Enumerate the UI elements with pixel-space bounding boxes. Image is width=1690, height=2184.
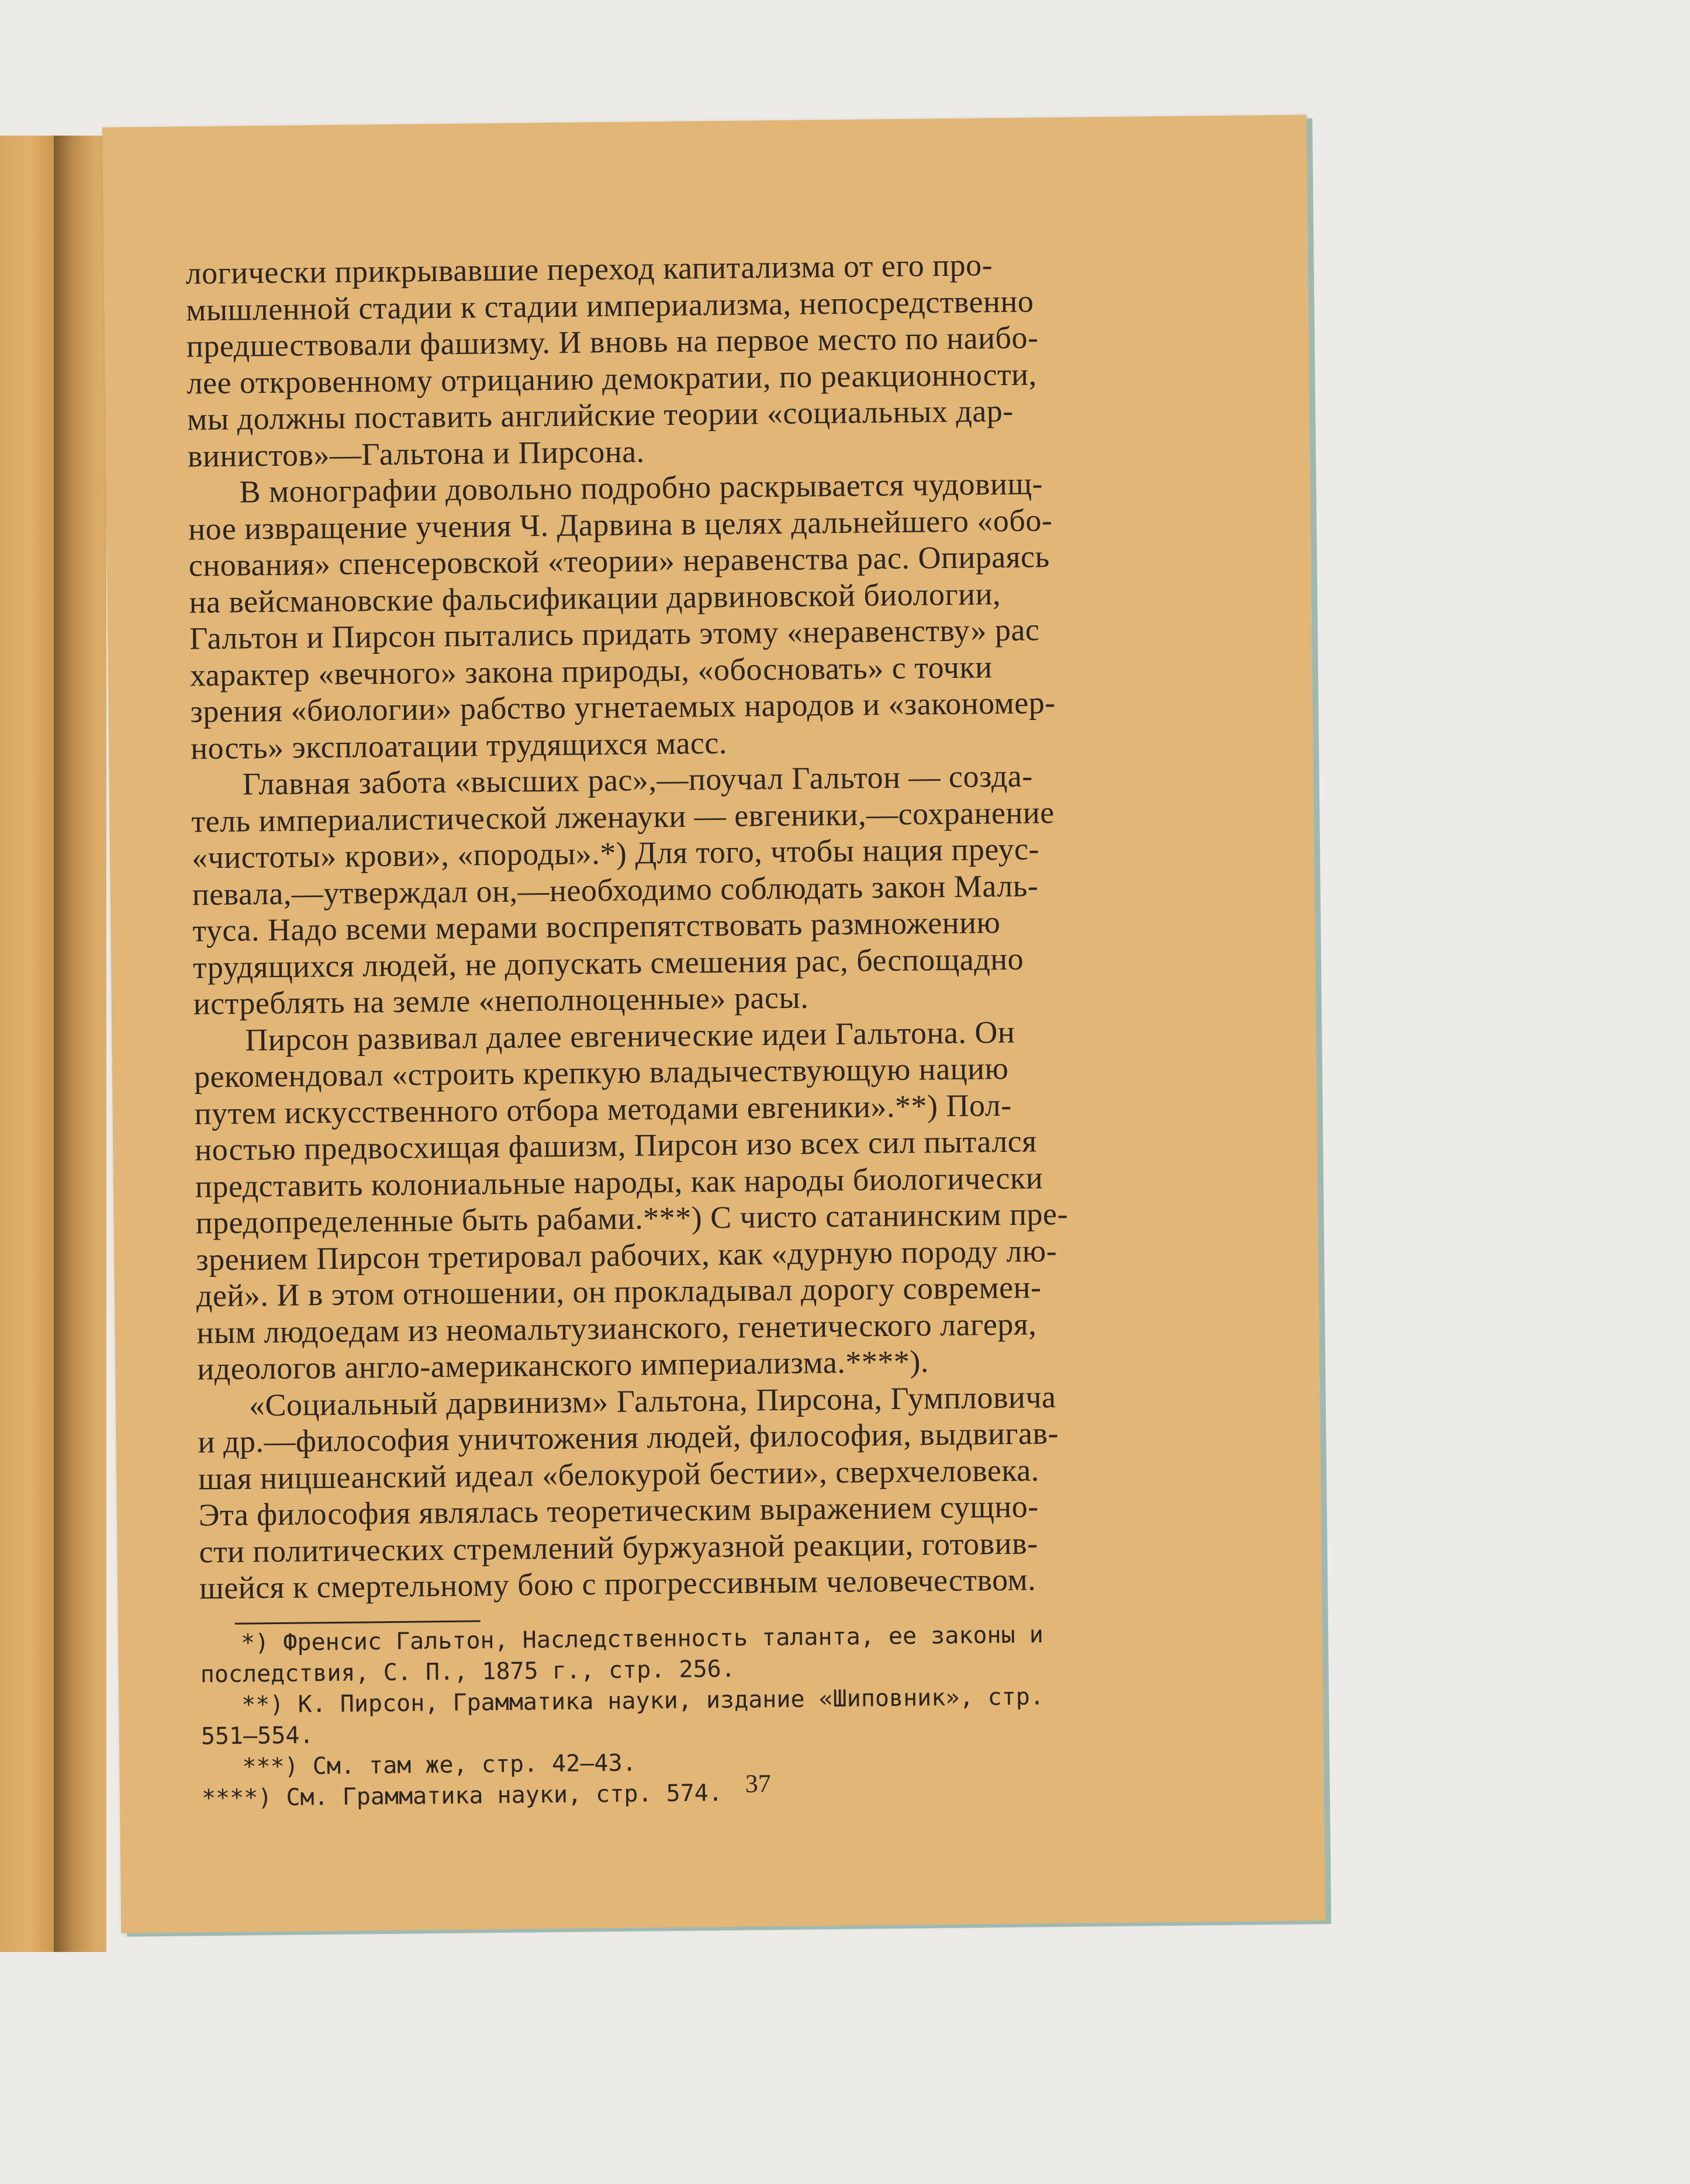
text-line: певала,—утверждал он,—необходимо соблюдать закон Маль- xyxy=(192,867,1039,912)
book-spine xyxy=(54,136,106,1952)
text-line: трудящихся людей, не допускать смешения рас, беспощадно xyxy=(192,941,1024,985)
text-line: идеологов англо-американского империализма.****). xyxy=(196,1344,929,1387)
text-line: ное извращение учения Ч. Дарвина в целях дальнейшего «обо- xyxy=(188,502,1053,546)
text-line: Главная забота «высших рас»,—поучал Гальтон — созда- xyxy=(242,758,1034,802)
text-line: представить колониальные народы, как народы биологически xyxy=(195,1160,1043,1204)
text-line: Пирсон развивал далее евгенические идеи Гальтона. Он xyxy=(245,1014,1015,1058)
footnote-rule xyxy=(235,1620,481,1624)
text-line: «Социальный дарвинизм» Гальтона, Пирсона, Гумпловича xyxy=(248,1379,1056,1422)
text-line: Гальтон и Пирсон пытались придать этому «неравенству» рас xyxy=(189,612,1040,656)
text-line: зрения «биологии» рабство угнетаемых народов и «закономер- xyxy=(190,684,1056,729)
text-line: винистов»—Гальтона и Пирсона. xyxy=(187,433,645,474)
text-line: путем искусственного отбора методами евгеники».**) Пол- xyxy=(194,1087,1012,1131)
text-line: характер «вечного» закона природы, «обосновать» с точки xyxy=(189,649,993,693)
text-line: снования» спенсеровской «теории» неравенства рас. Опираясь xyxy=(188,539,1050,583)
footnote-line: последствия, С. П., 1875 г., стр. 256. xyxy=(200,1655,736,1688)
text-line: рекомендовал «строить крепкую владычествующую нацию xyxy=(193,1050,1009,1095)
text-line: лее откровенному отрицанию демократии, по реакционности, xyxy=(186,356,1037,401)
footnote-line: 551—554. xyxy=(201,1721,314,1750)
footnote-line: **) К. Пирсон, Грамматика науки, издание «Шиповник», стр. xyxy=(241,1683,1045,1719)
footnote-line: *) Френсис Гальтон, Наследственность таланта, ее законы и xyxy=(240,1621,1044,1657)
text-line: ностью предвосхищая фашизм, Пирсон изо всех сил пытался xyxy=(195,1123,1037,1168)
text-line: туса. Надо всеми мерами воспрепятствовать размножению xyxy=(192,904,1001,949)
text-line: ность» эксплоатации трудящихся масс. xyxy=(190,725,728,766)
text-line: «чистоты» крови», «породы».*) Для того, чтобы нация преус- xyxy=(191,831,1040,875)
left-page-fragment xyxy=(0,136,54,1952)
footnote-line: ****) См. Грамматика науки, стр. 574. xyxy=(201,1779,723,1812)
text-line: В монографии довольно подробно раскрывается чудовищ- xyxy=(239,466,1043,510)
text-line: сти политических стремлений буржуазной реакции, готовив- xyxy=(199,1525,1038,1569)
text-line: на вейсмановские фальсификации дарвиновской биологии, xyxy=(189,576,1001,619)
book-page xyxy=(102,115,1325,1933)
text-line: дей». И в этом отношении, он прокладывал дорогу современ- xyxy=(196,1269,1042,1314)
text-line: мышленной стадии к стадии империализма, непосредственно xyxy=(185,283,1034,328)
footnote-line: ***) См. там же, стр. 42—43. xyxy=(242,1749,637,1781)
body-text xyxy=(185,245,1198,1814)
text-line: и др.—философия уничтожения людей, философия, выдвигав- xyxy=(198,1415,1059,1460)
text-line: мы должны поставить английские теории «социальных дар- xyxy=(186,393,1014,437)
text-line: тель империалистической лженауки — евгеники,—сохранение xyxy=(191,794,1055,839)
text-line: зрением Пирсон третировал рабочих, как «дурную породу лю- xyxy=(195,1233,1057,1277)
text-line: истреблять на земле «неполноценные» расы. xyxy=(193,979,809,1022)
text-line: шая ницшеанский идеал «белокурой бестии», сверхчеловека. xyxy=(198,1452,1040,1496)
text-line: ным людоедам из неомальтузианского, генетического лагеря, xyxy=(196,1306,1037,1350)
text-line: логически прикрывавшие переход капитализма от его про- xyxy=(185,247,993,291)
text-line: Эта философия являлась теоретическим выражением сущно- xyxy=(198,1489,1039,1533)
text-line: предшествовали фашизму. И вновь на первое место по наибо- xyxy=(186,320,1039,364)
page-number: 37 xyxy=(745,1769,771,1798)
text-line: шейся к смертельному бою с прогрессивным человечеством. xyxy=(199,1562,1036,1606)
text-line: предопределенные быть рабами.***) С чисто сатанинским пре- xyxy=(195,1196,1069,1241)
